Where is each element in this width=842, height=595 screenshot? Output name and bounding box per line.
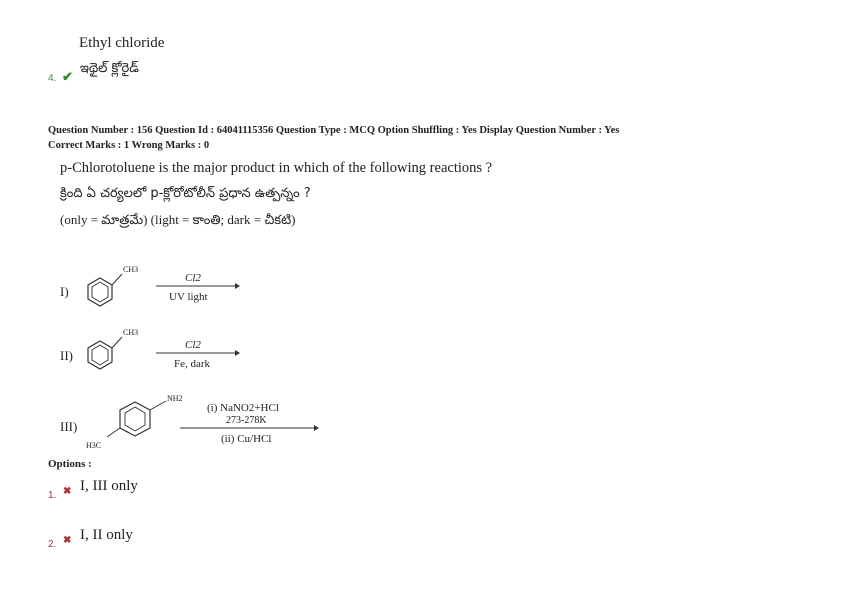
reaction-3-label: III) <box>60 419 78 434</box>
amino-group: NH2 <box>167 394 183 403</box>
reaction-2-scheme <box>72 323 332 383</box>
option-2-text: I, II only <box>80 527 133 543</box>
question-meta-line2: Correct Marks : 1 Wrong Marks : 0 <box>48 140 210 151</box>
methyl-group-2: CH3 <box>123 328 139 337</box>
question-text-english: p-Chlorotoluene is the major product in which of the following reactions ? <box>60 160 493 176</box>
question-note: (only = మాత్రమే) (light = కాంతి; dark = చీకటి) <box>60 212 296 227</box>
question-text-telugu: క్రింది ఏ చర్యలలో p-క్లోరోటోలీన్ ప్రధాన ఉత్పన్నం ? <box>60 186 311 201</box>
previous-option-number: 4. <box>48 73 57 84</box>
reaction-1-scheme <box>72 258 332 318</box>
reagent-2-top: Cl2 <box>185 339 201 351</box>
reaction-3-scheme <box>80 388 340 460</box>
options-label: Options : <box>48 458 92 470</box>
previous-option-telugu: ఇథైల్ క్లోరైడ్ <box>80 61 139 76</box>
previous-option-english: Ethyl chloride <box>79 35 165 51</box>
reagent-3-mid: 273-278K <box>226 415 267 426</box>
reagent-1-top: Cl2 <box>185 272 201 284</box>
correct-check-icon: ✔ <box>62 69 73 84</box>
option-1-text: I, III only <box>80 478 138 494</box>
reagent-1-bottom: UV light <box>169 291 208 303</box>
option-1-number: 1. <box>48 490 57 501</box>
question-meta-line1: Question Number : 156 Question Id : 64041115356 Question Type : MCQ Option Shuffling : Yes Display Question Number : Yes <box>48 125 620 136</box>
reagent-2-bottom: Fe, dark <box>174 358 211 370</box>
reaction-1-label: I) <box>60 284 69 299</box>
wrong-cross-icon: ✖ <box>63 486 72 497</box>
reagent-3-bottom: (ii) Cu/HCl <box>221 433 272 445</box>
reagent-3-top: (i) NaNO2+HCl <box>207 402 279 414</box>
methyl-group-1: CH3 <box>123 265 139 274</box>
reaction-2-label: II) <box>60 348 73 363</box>
wrong-cross-icon: ✖ <box>63 535 72 546</box>
methyl-group-3: H3C <box>86 441 102 450</box>
option-2-number: 2. <box>48 539 57 550</box>
